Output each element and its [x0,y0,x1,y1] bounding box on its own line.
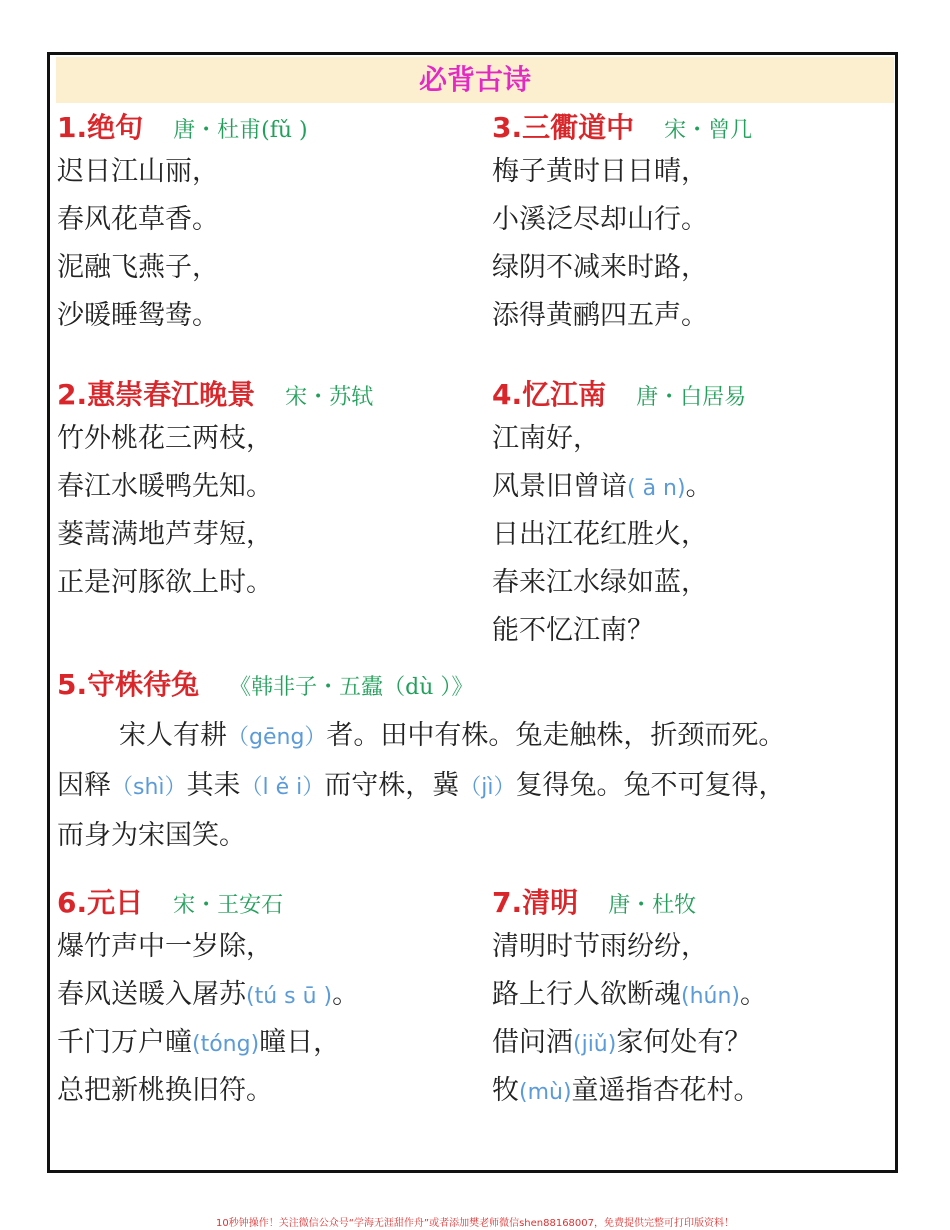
footer-note: 10秒钟操作！关注微信公众号“学海无涯甜作舟”或者添加樊老师微信shen88168007，免费提供完整可打印版资料！ [215,1218,735,1229]
poem-line: 小溪泛尽却山行。 [492,204,708,235]
poem-line: 春风送暖入屠苏(tú s ū )。 [57,979,360,1010]
poem-5-heading [57,665,473,705]
prose-line: 而身为宋国笑。 [57,820,246,851]
poem-line: 竹外桃花三两枝， [57,423,273,454]
poem-author: 唐・杜甫(fǔ ) [173,118,308,143]
poem-line: 清明时节雨纷纷， [492,931,708,962]
poem-6 [57,883,359,1115]
pinyin-annotation: ( ā n) [627,476,686,501]
prose-line: 宋人有耕（gēng）者。田中有株。兔走触株，折颈而死。 [119,720,786,751]
poem-3 [492,108,752,340]
poem-line: 牧(mù)童遥指杏花村。 [492,1075,761,1106]
poem-author: 宋・王安石 [173,893,284,918]
poem-author: 唐・白居易 [636,385,747,410]
title-banner [56,57,894,103]
poem-title: 3.三衢道中 [492,111,635,144]
pinyin-annotation: (tóng) [192,1032,260,1057]
poem-line: 路上行人欲断魂(hún)。 [492,979,767,1010]
poem-4 [492,375,746,655]
poem-title: 2.惠崇春江晚景 [57,378,256,411]
pinyin-annotation: (tú s ū ) [246,984,333,1009]
poem-7 [492,883,767,1115]
poem-line: 春来江水绿如蓝， [492,567,708,598]
poem-title: 7.清明 [492,886,579,919]
poem-line: 风景旧曾谙( ā n)。 [492,471,713,502]
poem-title: 5.守株待兔 [57,668,200,701]
poem-line: 能不忆江南？ [492,615,654,646]
poem-line: 江南好， [492,423,600,454]
poem-line: 日出江花红胜火， [492,519,708,550]
pinyin-annotation: （jì） [459,775,516,800]
pinyin-annotation: （shì） [111,775,187,800]
pinyin-annotation: (hún) [681,984,740,1009]
poem-line: 春风花草香。 [57,204,219,235]
poem-line: 爆竹声中一岁除， [57,931,273,962]
poem-line: 添得黄鹂四五声。 [492,300,708,331]
poem-line: 千门万户曈(tóng)曈日， [57,1027,341,1058]
poem-line: 迟日江山丽， [57,156,219,187]
poem-line: 泥融飞燕子， [57,252,219,283]
poem-author: 唐・杜牧 [608,893,697,918]
poem-title: 4.忆江南 [492,378,607,411]
pinyin-annotation: （l ě i） [240,775,325,800]
poem-author: 宋・苏轼 [285,385,374,410]
pinyin-annotation: (jiǔ) [573,1032,617,1057]
poem-line: 梅子黄时日日晴， [492,156,708,187]
poem-line: 春江水暖鸭先知。 [57,471,273,502]
pinyin-annotation: (mù) [519,1080,572,1105]
poem-line: 总把新桃换旧符。 [57,1075,273,1106]
poem-line: 绿阴不减来时路， [492,252,708,283]
poem-line: 沙暖睡鸳鸯。 [57,300,219,331]
pinyin-annotation: （gēng） [227,725,327,750]
poem-author: 《韩非子・五蠹（dù ）》 [229,675,474,700]
prose-line: 因释（shì）其耒（l ě i）而守株，冀（jì）复得兔。兔不可复得， [57,770,786,801]
poem-title: 1.绝句 [57,111,144,144]
poem-line: 正是河豚欲上时。 [57,567,273,598]
page-title: 必背古诗 [418,63,531,96]
poem-line: 借问酒(jiǔ)家何处有？ [492,1027,752,1058]
poem-1 [57,108,308,340]
poem-title: 6.元日 [57,886,144,919]
poem-5-prose [57,712,897,860]
poem-author: 宋・曾几 [664,118,753,143]
poem-line: 蒌蒿满地芦芽短， [57,519,273,550]
poem-2 [57,375,373,607]
